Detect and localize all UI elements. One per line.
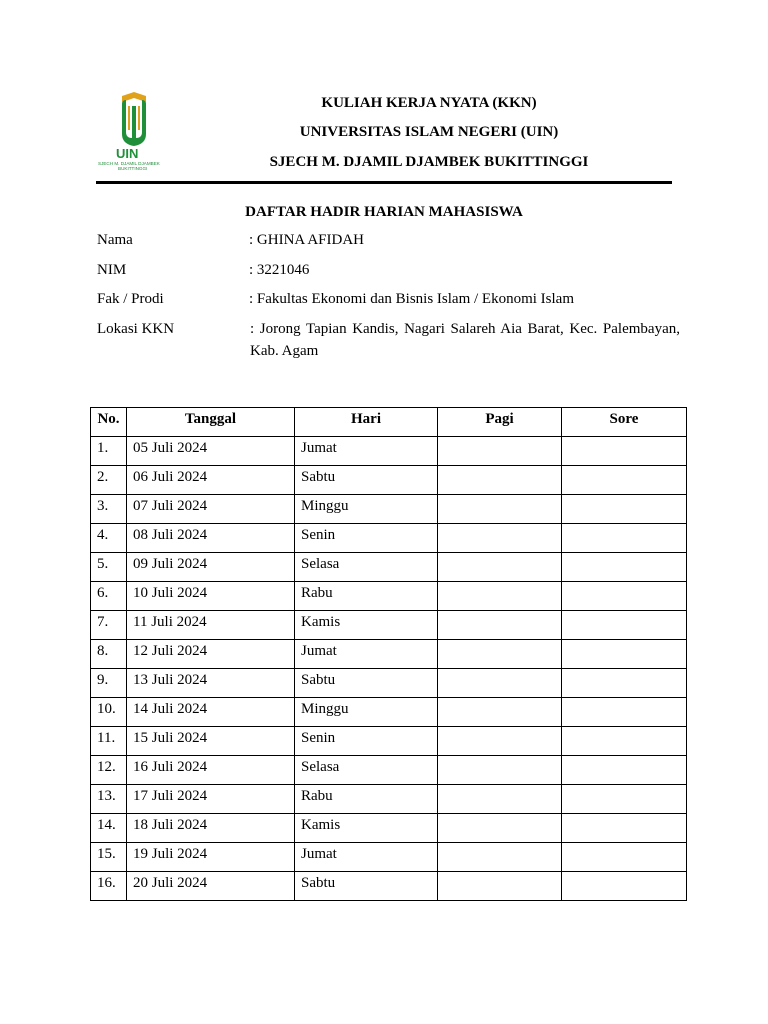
cell-pagi[interactable]: [438, 843, 562, 872]
cell-pagi[interactable]: [438, 669, 562, 698]
cell-sore[interactable]: [562, 495, 687, 524]
cell-sore[interactable]: [562, 727, 687, 756]
cell-tanggal: 13 Juli 2024: [127, 669, 295, 698]
cell-no: 12.: [91, 756, 127, 785]
table-row: [91, 785, 687, 814]
cell-hari: Sabtu: [295, 466, 438, 495]
table-row: [91, 640, 687, 669]
cell-hari: Kamis: [295, 611, 438, 640]
header-university-name: SJECH M. DJAMIL DJAMBEK BUKITTINGGI: [269, 154, 589, 170]
table-row: [91, 756, 687, 785]
cell-tanggal: 18 Juli 2024: [127, 814, 295, 843]
cell-pagi[interactable]: [438, 756, 562, 785]
cell-hari: Jumat: [295, 640, 438, 669]
cell-sore[interactable]: [562, 785, 687, 814]
cell-pagi[interactable]: [438, 524, 562, 553]
nim-label: NIM: [97, 262, 127, 278]
cell-hari: Senin: [295, 727, 438, 756]
cell-hari: Senin: [295, 524, 438, 553]
cell-sore[interactable]: [562, 814, 687, 843]
university-logo: [96, 92, 172, 172]
header-pagi: Pagi: [438, 408, 562, 437]
cell-pagi[interactable]: [438, 495, 562, 524]
cell-no: 2.: [91, 466, 127, 495]
header-sore: Sore: [562, 408, 687, 437]
table-row: [91, 698, 687, 727]
cell-tanggal: 17 Juli 2024: [127, 785, 295, 814]
cell-tanggal: 09 Juli 2024: [127, 553, 295, 582]
cell-no: 13.: [91, 785, 127, 814]
cell-hari: Rabu: [295, 582, 438, 611]
cell-sore[interactable]: [562, 524, 687, 553]
table-header-row: [91, 408, 687, 437]
table-row: [91, 611, 687, 640]
cell-pagi[interactable]: [438, 582, 562, 611]
cell-sore[interactable]: [562, 669, 687, 698]
cell-sore[interactable]: [562, 553, 687, 582]
cell-sore[interactable]: [562, 582, 687, 611]
cell-pagi[interactable]: [438, 640, 562, 669]
prodi-label: Fak / Prodi: [97, 291, 164, 307]
cell-tanggal: 11 Juli 2024: [127, 611, 295, 640]
cell-sore[interactable]: [562, 843, 687, 872]
table-row: [91, 495, 687, 524]
cell-no: 9.: [91, 669, 127, 698]
cell-hari: Minggu: [295, 495, 438, 524]
cell-no: 16.: [91, 872, 127, 901]
cell-no: 5.: [91, 553, 127, 582]
cell-no: 6.: [91, 582, 127, 611]
cell-pagi[interactable]: [438, 611, 562, 640]
cell-no: 8.: [91, 640, 127, 669]
document-title: DAFTAR HADIR HARIAN MAHASISWA: [245, 204, 523, 220]
table-row: [91, 669, 687, 698]
table-row: [91, 466, 687, 495]
cell-no: 15.: [91, 843, 127, 872]
cell-hari: Sabtu: [295, 872, 438, 901]
cell-hari: Jumat: [295, 437, 438, 466]
prodi-value: : Fakultas Ekonomi dan Bisnis Islam / Ekonomi Islam: [249, 291, 574, 307]
table-row: [91, 814, 687, 843]
table-row: [91, 524, 687, 553]
cell-hari: Minggu: [295, 698, 438, 727]
cell-sore[interactable]: [562, 756, 687, 785]
logo-subtext-2: BUKITTINGGI: [118, 166, 148, 171]
lokasi-label: Lokasi KKN: [97, 321, 175, 337]
table-row: [91, 437, 687, 466]
cell-tanggal: 06 Juli 2024: [127, 466, 295, 495]
cell-sore[interactable]: [562, 437, 687, 466]
attendance-table: [90, 407, 687, 901]
cell-pagi[interactable]: [438, 814, 562, 843]
cell-sore[interactable]: [562, 466, 687, 495]
cell-sore[interactable]: [562, 872, 687, 901]
cell-tanggal: 12 Juli 2024: [127, 640, 295, 669]
cell-tanggal: 10 Juli 2024: [127, 582, 295, 611]
cell-no: 3.: [91, 495, 127, 524]
cell-no: 10.: [91, 698, 127, 727]
cell-tanggal: 19 Juli 2024: [127, 843, 295, 872]
cell-pagi[interactable]: [438, 727, 562, 756]
logo-text: UIN: [116, 146, 139, 161]
cell-sore[interactable]: [562, 698, 687, 727]
header-tanggal: Tanggal: [127, 408, 295, 437]
cell-tanggal: 20 Juli 2024: [127, 872, 295, 901]
cell-tanggal: 08 Juli 2024: [127, 524, 295, 553]
nim-value: : 3221046: [249, 262, 310, 278]
table-row: [91, 843, 687, 872]
cell-hari: Jumat: [295, 843, 438, 872]
header-university: UNIVERSITAS ISLAM NEGERI (UIN): [299, 124, 559, 140]
cell-no: 11.: [91, 727, 127, 756]
cell-tanggal: 07 Juli 2024: [127, 495, 295, 524]
cell-sore[interactable]: [562, 640, 687, 669]
cell-pagi[interactable]: [438, 872, 562, 901]
cell-hari: Sabtu: [295, 669, 438, 698]
table-row: [91, 872, 687, 901]
header-hari: Hari: [295, 408, 438, 437]
header-divider: [96, 181, 672, 184]
cell-no: 14.: [91, 814, 127, 843]
header-no: No.: [91, 408, 127, 437]
cell-hari: Rabu: [295, 785, 438, 814]
table-row: [91, 553, 687, 582]
cell-hari: Selasa: [295, 756, 438, 785]
nama-label: Nama: [97, 232, 133, 248]
cell-hari: Selasa: [295, 553, 438, 582]
cell-no: 4.: [91, 524, 127, 553]
logo-subtext-1: SJECH M. DJAMIL DJAMBEK: [98, 161, 160, 166]
cell-hari: Kamis: [295, 814, 438, 843]
table-row: [91, 582, 687, 611]
cell-tanggal: 14 Juli 2024: [127, 698, 295, 727]
cell-pagi[interactable]: [438, 437, 562, 466]
header-program: KULIAH KERJA NYATA (KKN): [321, 95, 537, 111]
cell-pagi[interactable]: [438, 785, 562, 814]
nama-value: : GHINA AFIDAH: [249, 232, 365, 248]
cell-no: 1.: [91, 437, 127, 466]
cell-sore[interactable]: [562, 611, 687, 640]
cell-tanggal: 16 Juli 2024: [127, 756, 295, 785]
cell-pagi[interactable]: [438, 466, 562, 495]
cell-pagi[interactable]: [438, 553, 562, 582]
table-row: [91, 727, 687, 756]
cell-tanggal: 05 Juli 2024: [127, 437, 295, 466]
lokasi-value: : Jorong Tapian Kandis, Nagari Salareh Aia Barat, Kec. Palembayan, Kab. Agam: [250, 321, 680, 359]
cell-no: 7.: [91, 611, 127, 640]
cell-pagi[interactable]: [438, 698, 562, 727]
cell-tanggal: 15 Juli 2024: [127, 727, 295, 756]
